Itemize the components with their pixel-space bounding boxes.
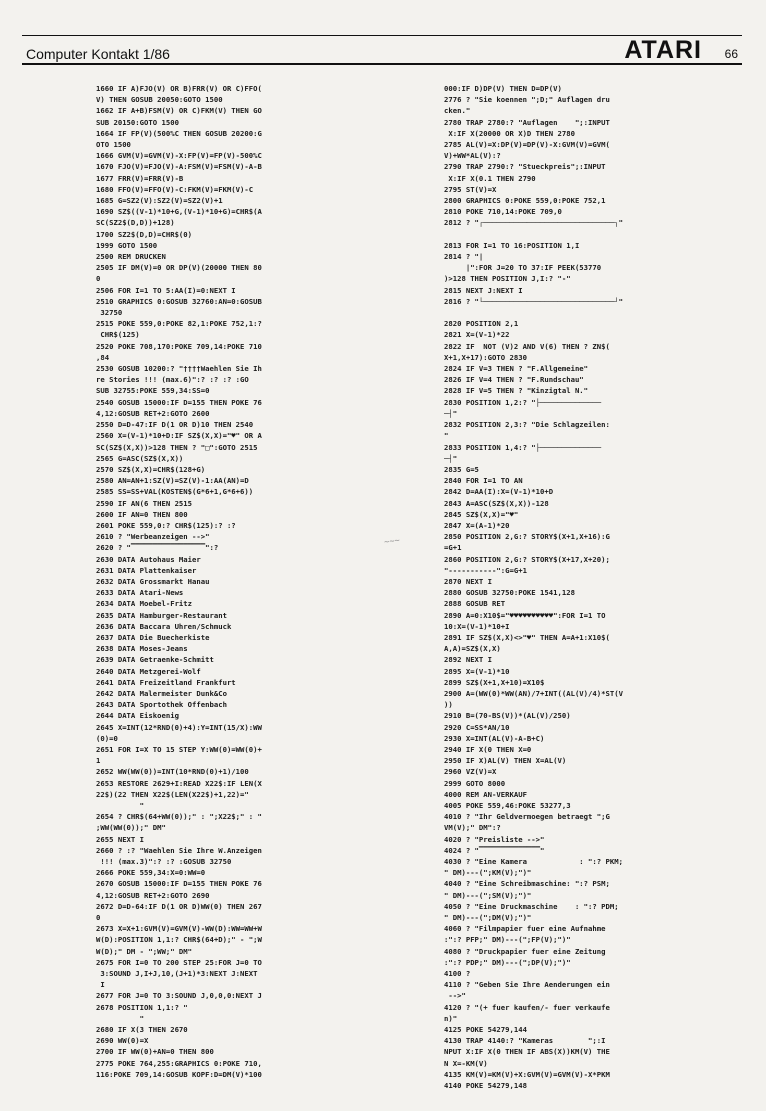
code-line: "-----------":G=G+1: [444, 565, 527, 575]
code-line: ": [96, 1013, 145, 1023]
code-line: 2940 IF X(0 THEN X=0: [444, 744, 532, 754]
code-line: 2810 POKE 710,14:POKE 709,0: [444, 207, 562, 217]
code-line: 2690 WW(0)=X: [96, 1036, 149, 1046]
code-line: 2700 IF WW(0)+AN=0 THEN 800: [96, 1047, 214, 1057]
magazine-issue: Computer Kontakt 1/86: [26, 46, 170, 62]
code-line: 2824 IF V=3 THEN ? "F.Allgemeine": [444, 364, 589, 374]
code-line: 2510 GRAPHICS 0:GOSUB 32760:AN=0:GOSUB: [96, 296, 262, 306]
code-line: 2570 SZ$(X,X)=CHR$(128+G): [96, 464, 206, 474]
code-line: SC(SZ2$(D,D))+128): [96, 218, 175, 228]
code-line: 2550 D=D-47:IF D(1 OR D)10 THEN 2540: [96, 420, 254, 430]
code-line: 2828 IF V=5 THEN ? "Kinzigtal N.": [444, 386, 589, 396]
code-line: 1685 G=SZ2(V):SZ2(V)=SZ2(V)+1: [96, 196, 223, 206]
code-line: 1999 GOTO 1500: [96, 240, 158, 250]
code-line: 2565 G=ASC(SZ$(X,X)): [96, 453, 184, 463]
code-line: 32750: [96, 308, 123, 318]
code-line: OTO 1500: [96, 140, 131, 150]
code-line: 2814 ? "|: [444, 252, 484, 262]
code-line: 4,12:GOSUB RET+2:GOTO 2600: [96, 408, 210, 418]
code-line: 4120 ? "(+ fuer kaufen/- fuer verkaufe: [444, 1002, 610, 1012]
code-line: W(D):POSITION 1,1:? CHR$(64+D);" - ";W: [96, 935, 262, 945]
code-line: 2660 ? :? "Waehlen Sie Ihre W.Anzeigen: [96, 845, 262, 855]
code-line: 1664 IF FP(V)(500%C THEN GOSUB 20200:G: [96, 128, 262, 138]
code-line: 2845 SZ$(X,X)="♥": [444, 509, 519, 519]
code-line: 1666 GVM(V)=GVM(V)-X:FP(V)=FP(V)-500%C: [96, 151, 262, 161]
code-line: :":? PDP;" DM)---(";DP(V);")": [444, 957, 571, 967]
code-line: V) THEN GOSUB 20050:GOTO 1500: [96, 95, 223, 105]
code-line: 2540 GOSUB 15000:IF D=155 THEN POKE 76: [96, 397, 262, 407]
code-line: 2632 DATA Grossmarkt Hanau: [96, 576, 210, 586]
code-line: 2815 NEXT J:NEXT I: [444, 285, 523, 295]
code-line: 2620 ? "▔▔▔▔▔▔▔▔▔▔▔▔▔▔▔▔▔":?: [96, 543, 219, 553]
code-line: 2812 ? "┌──────────────────────────────┐": [444, 218, 623, 228]
code-line: 2642 DATA Malermeister Dunk&Co: [96, 688, 227, 698]
code-line: 2842 D=AA(I):X=(V-1)*10+D: [444, 487, 554, 497]
code-line: 2820 POSITION 2,1: [444, 319, 519, 329]
code-line: 2776 ? "Sie koennen ";D;" Auflagen dru: [444, 95, 610, 105]
code-line: 2780 TRAP 2780:? "Auflagen ";:INPUT: [444, 117, 610, 127]
code-line: 2505 IF DM(V)=0 OR DP(V)(20000 THEN 80: [96, 263, 262, 273]
code-line: 1662 IF A+B)FSM(V) OR C)FKM(V) THEN GO: [96, 106, 262, 116]
code-line: 2636 DATA Baccara Uhren/Schmuck: [96, 621, 232, 631]
code-line: n)": [444, 1013, 458, 1023]
code-line: 2500 REM DRUCKEN: [96, 252, 166, 262]
code-line: 2610 ? "Werbeanzeigen -->": [96, 532, 210, 542]
code-line: 4060 ? "Filmpapier fuer eine Aufnahme: [444, 924, 606, 934]
code-line: 2813 FOR I=1 TO 16:POSITION 1,I: [444, 240, 580, 250]
code-line: 2678 POSITION 1,1:? ": [96, 1002, 188, 1012]
code-line: 2643 DATA Sportothek Offenbach: [96, 700, 227, 710]
code-line: ─┤": [444, 408, 458, 418]
code-line: !!! (max.3)":? :? :GOSUB 32750: [96, 857, 232, 867]
code-line: 2800 GRAPHICS 0:POKE 559,0:POKE 752,1: [444, 196, 606, 206]
code-line: 2880 GOSUB 32750:POKE 1541,128: [444, 588, 575, 598]
code-line: 2670 GOSUB 15000:IF D=155 THEN POKE 76: [96, 879, 262, 889]
code-line: 2644 DATA Eiskoenig: [96, 711, 179, 721]
code-line: 4005 POKE 559,46:POKE 53277,3: [444, 801, 571, 810]
code-line: 2631 DATA Plattenkaiser: [96, 565, 197, 575]
code-line: X:IF X(20000 OR X)D THEN 2780: [444, 128, 575, 138]
code-line: VM(V);" DM":?: [444, 823, 501, 833]
code-line: NPUT X:IF X(0 THEN IF ABS(X))KM(V) THE: [444, 1047, 610, 1057]
code-line: 2835 G=5: [444, 464, 479, 474]
code-line: 116:POKE 709,14:GOSUB KOPF:D=DM(V)*100: [96, 1069, 262, 1079]
code-line: 2651 FOR I=X TO 15 STEP Y:WW(0)=WW(0)+: [96, 744, 262, 754]
code-line: 2847 X=(A-1)*20: [444, 520, 510, 530]
page-number: 66: [724, 47, 738, 61]
code-line: )): [444, 700, 453, 710]
code-line: 2910 B=(70-BS(V))*(AL(V)/250): [444, 711, 571, 721]
code-line: 2775 POKE 764,255:GRAPHICS 0:POKE 710,: [96, 1058, 262, 1068]
code-line: 4140 POKE 54279,148: [444, 1081, 527, 1091]
code-line: 2645 X=INT(12*RND(0)+4):Y=INT(15/X):WW: [96, 722, 262, 732]
listing-left-column: [96, 83, 376, 1093]
code-line: 2785 AL(V)=X:DP(V)=DP(V)-X:GVM(V)=GVM(: [444, 140, 610, 150]
code-line: 2860 POSITION 2,G:? STORY$(X+17,X+20);: [444, 554, 610, 564]
code-line: 1680 FFO(V)=FFO(V)-C:FKM(V)=FKM(V)-C: [96, 184, 254, 194]
section-brand: ATARI: [624, 36, 702, 64]
code-line: 2999 GOTO 8000: [444, 778, 506, 788]
code-line: 2890 A=0:X10$="♥♥♥♥♥♥♥♥♥♥":FOR I=1 TO: [444, 610, 606, 620]
code-line: 2585 SS=SS+VAL(KOSTEN$(G*6+1,G*6+6)): [96, 487, 254, 497]
code-line: SUB 20150:GOTO 1500: [96, 117, 179, 127]
code-line: 2639 DATA Getraenke-Schmitt: [96, 655, 214, 665]
code-line: 4024 ? "▔▔▔▔▔▔▔▔▔▔▔▔▔▔": [444, 845, 545, 855]
code-line: 2816 ? "└──────────────────────────────┘": [444, 296, 623, 306]
code-line: 2891 IF SZ$(X,X)<>"♥" THEN A=A+1:X10$(: [444, 632, 610, 642]
code-line: ,84: [96, 352, 110, 362]
code-line: 2633 DATA Atari-News: [96, 588, 184, 598]
code-line: 2506 FOR I=1 TO 5:AA(I)=0:NEXT I: [96, 285, 236, 295]
listing-right-column: [444, 83, 724, 1093]
code-line: 4125 POKE 54279,144: [444, 1025, 527, 1035]
code-line: ": [96, 801, 145, 810]
code-line: :":? PFP;" DM)---(";FP(V);")": [444, 935, 571, 945]
code-line: N X=-KM(V): [444, 1058, 488, 1068]
code-line: re Stories !!! (max.6)":? :? :? :GO: [96, 375, 249, 385]
code-line: 2930 X=INT(AL(V)-A-B+C): [444, 733, 545, 743]
code-line: 4,12:GOSUB RET+2:GOTO 2690: [96, 890, 210, 900]
code-line: 2822 IF NOT (V)2 AND V(6) THEN ? ZN$(: [444, 341, 610, 351]
code-line: 4020 ? "Preisliste -->": [444, 834, 545, 844]
code-line: 1660 IF A)FJO(V) OR B)FRR(V) OR C)FFO(: [96, 84, 262, 93]
code-line: (0)=0: [96, 733, 118, 743]
code-line: 4010 ? "Ihr Geldvermoegen betraegt ";G: [444, 812, 610, 822]
code-line: [444, 307, 724, 318]
code-line: 2653 RESTORE 2629+I:READ X22$:IF LEN(X: [96, 778, 262, 788]
code-line: 4040 ? "Eine Schreibmaschine: ":? PSM;: [444, 879, 610, 889]
code-line: 2630 DATA Autohaus Maier: [96, 554, 201, 564]
code-line: " DM)---(";SM(V);")": [444, 890, 532, 900]
code-line: 2680 IF X(3 THEN 2670: [96, 1025, 188, 1035]
code-line: cken.": [444, 106, 471, 116]
code-line: 2634 DATA Moebel-Fritz: [96, 599, 193, 609]
code-line: 2895 X=(V-1)*10: [444, 666, 510, 676]
code-line: X+1,X+17):GOTO 2830: [444, 352, 527, 362]
code-line: 2641 DATA Freizeitland Frankfurt: [96, 677, 236, 687]
code-line: 0: [96, 913, 101, 923]
code-line: -->": [444, 991, 466, 1001]
code-line: 2654 ? CHR$(64+WW(0));" : ";X22$;" : ": [96, 812, 262, 822]
code-line: 2892 NEXT I: [444, 655, 493, 665]
code-line: 4050 ? "Eine Druckmaschine : ":? PDM;: [444, 901, 619, 911]
code-line: 2960 VZ(V)=X: [444, 767, 497, 777]
code-line: 2870 NEXT I: [444, 576, 493, 586]
code-line: 4110 ? "Geben Sie Ihre Aenderungen ein: [444, 980, 610, 990]
code-line: 2672 D=D-64:IF D(1 OR D)WW(0) THEN 267: [96, 901, 262, 911]
code-line: 2950 IF X)AL(V) THEN X=AL(V): [444, 756, 567, 766]
code-line: [444, 229, 724, 240]
code-line: W(D);" DM - ";WW;" DM": [96, 946, 193, 956]
code-line: 2832 POSITION 2,3:? "Die Schlagzeilen:: [444, 420, 610, 430]
code-line: 2675 FOR I=0 TO 200 STEP 25:FOR J=0 TO: [96, 957, 262, 967]
code-line: 0: [96, 274, 101, 284]
code-line: 2920 C=SS*AN/10: [444, 722, 510, 732]
code-line: 2843 A=ASC(SZ$(X,X))-128: [444, 498, 549, 508]
code-line: 2821 X=(V-1)*22: [444, 330, 510, 340]
code-line: 2640 DATA Metzgerei-Wolf: [96, 666, 201, 676]
code-line: 4030 ? "Eine Kamera : ":? PKM;: [444, 857, 623, 867]
code-line: 2677 FOR J=0 TO 3:SOUND J,0,0,0:NEXT J: [96, 991, 262, 1001]
code-line: 4000 REM AN-VERKAUF: [444, 789, 527, 799]
code-line: 2635 DATA Hamburger-Restaurant: [96, 610, 227, 620]
code-line: ": [444, 431, 449, 441]
code-line: 2638 DATA Moses-Jeans: [96, 644, 188, 654]
code-line: 4135 KM(V)=KM(V)+X:GVM(V)=GVM(V)-X*PKM: [444, 1069, 610, 1079]
code-line: 2530 GOSUB 10200:? "††††Waehlen Sie Ih: [96, 364, 262, 374]
code-line: 4100 ?: [444, 969, 471, 979]
code-line: 2652 WW(WW(0))=INT(10*RND(0)+1)/100: [96, 767, 249, 777]
code-line: 2833 POSITION 1,4:? "├──────────────: [444, 442, 602, 452]
code-line: CHR$(125): [96, 330, 140, 340]
code-line: ─┤": [444, 453, 458, 463]
code-line: " DM)---(";DM(V);")": [444, 913, 532, 923]
code-line: 2673 X=X+1:GVM(V)=GVM(V)-WW(D):WW=WW+W: [96, 924, 262, 934]
code-line: 2520 POKE 708,170:POKE 709,14:POKE 710: [96, 341, 262, 351]
code-line: 2790 TRAP 2790:? "Stueckpreis";:INPUT: [444, 162, 606, 172]
code-line: V)+WW*AL(V):?: [444, 151, 501, 161]
code-line: 2590 IF AN(6 THEN 2515: [96, 498, 193, 508]
code-line: SC(SZ$(X,X))>128 THEN ? "□":GOTO 2515: [96, 442, 258, 452]
code-line: 2840 FOR I=1 TO AN: [444, 476, 523, 486]
code-line: 1: [96, 756, 101, 766]
code-line: 000:IF D)DP(V) THEN D=DP(V): [444, 84, 562, 93]
code-line: 3:SOUND J,I+J,10,(J+1)*3:NEXT J:NEXT: [96, 969, 258, 979]
code-line: 2830 POSITION 1,2:? "├──────────────: [444, 397, 602, 407]
code-line: SUB 32755:POKE 559,34:SS=0: [96, 386, 210, 396]
code-line: 2601 POKE 559,0:? CHR$(125):? :?: [96, 520, 236, 530]
code-line: 2888 GOSUB RET: [444, 599, 506, 609]
code-line: X:IF X(0.1 THEN 2790: [444, 173, 536, 183]
code-line: 2515 POKE 559,0:POKE 82,1:POKE 752,1:?: [96, 319, 262, 329]
code-line: 1677 FRR(V)=FRR(V)-B: [96, 173, 184, 183]
code-line: 2666 POKE 559,34:X=0:WW=0: [96, 868, 206, 878]
code-line: 1670 FJO(V)=FJO(V)-A:FSM(V)=FSM(V)-A-B: [96, 162, 262, 172]
code-line: 2580 AN=AN+1:SZ(V)=SZ(V)-1:AA(AN)=D: [96, 476, 249, 486]
code-line: =G+1: [444, 543, 462, 553]
code-line: 2560 X=(V-1)*10+D:IF SZ$(X,X)="♥" OR A: [96, 431, 262, 441]
code-line: 1700 SZ2$(D,D)=CHR$(0): [96, 229, 193, 239]
code-line: 2795 ST(V)=X: [444, 184, 497, 194]
code-line: 4130 TRAP 4140:? "Kameras ";:I: [444, 1036, 606, 1046]
code-line: 22$)(22 THEN X22$(LEN(X22$)+1,22)=": [96, 789, 249, 799]
code-line: 2850 POSITION 2,G:? STORY$(X+1,X+16):G: [444, 532, 610, 542]
code-line: I: [96, 980, 105, 990]
code-line: 1690 SZ$((V-1)*10+G,(V-1)*10+G)=CHR$(A: [96, 207, 262, 217]
code-line: 2899 SZ$(X+1,X+10)=X10$: [444, 677, 545, 687]
code-line: ;WW(WW(0));" DM": [96, 823, 166, 833]
code-line: 2600 IF AN=0 THEN 800: [96, 509, 188, 519]
margin-scribble: ~~~: [383, 534, 401, 548]
code-line: A,A)=SZ$(X,X): [444, 644, 501, 654]
code-line: 2900 A=(WW(0)*WW(AN)/7+INT((AL(V)/4)*ST(V: [444, 688, 623, 698]
code-line: 4080 ? "Druckpapier fuer eine Zeitung: [444, 946, 606, 956]
code-line: )>128 THEN POSITION J,I:? "-": [444, 274, 571, 284]
code-line: 2826 IF V=4 THEN ? "F.Rundschau": [444, 375, 584, 385]
code-line: 2637 DATA Die Buecherkiste: [96, 632, 210, 642]
header-bottom-rule: [22, 63, 742, 65]
code-line: 10:X=(V-1)*10+I: [444, 621, 510, 631]
code-line: |":FOR J=20 TO 37:IF PEEK(53770: [444, 263, 602, 273]
code-line: " DM)---(";KM(V);")": [444, 868, 532, 878]
code-line: 2655 NEXT I: [96, 834, 145, 844]
